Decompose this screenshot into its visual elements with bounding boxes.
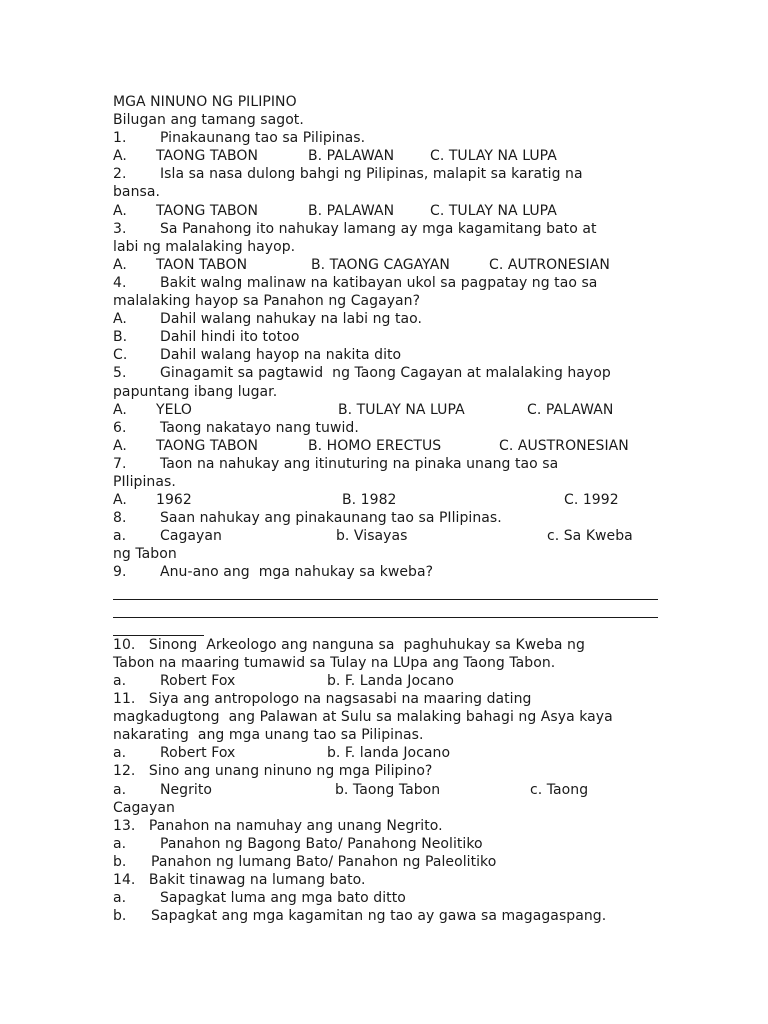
- question-13: 13. Panahon na namuhay ang unang Negrito.: [113, 817, 443, 834]
- question-3-cont: labi ng malalaking hayop.: [113, 238, 296, 255]
- question-12-choices: a. Negrito b. Taong Tabon c. Taong: [113, 781, 589, 798]
- question-11-cont: magkadugtong ang Palawan at Sulu sa malaking bahagi ng Asya kaya: [113, 709, 613, 726]
- question-10-cont: Tabon na maaring tumawid sa Tulay na LUpa ang Taong Tabon.: [113, 654, 556, 671]
- question-2-choices: A. TAONG TABON B. PALAWAN C. TULAY NA LUPA: [113, 202, 557, 219]
- question-2: 2. Isla sa nasa dulong bahgi ng Pilipinas, malapit sa karatig na: [113, 166, 583, 183]
- question-8-choices: a. Cagayan b. Visayas c. Sa Kweba: [113, 528, 633, 545]
- question-13-choice-b: b. Panahon ng lumang Bato/ Panahon ng Paleolitiko: [113, 853, 497, 870]
- question-1-choices: A. TAONG TABON B. PALAWAN C. TULAY NA LUPA: [113, 148, 557, 165]
- question-10-choices: a. Robert Fox b. F. Landa Jocano: [113, 673, 454, 689]
- question-10: 10. Sinong Arkeologo ang nanguna sa paghuhukay sa Kweba ng: [113, 636, 585, 653]
- question-6-choices: A. TAONG TABON B. HOMO ERECTUS C. AUSTRONESIAN: [113, 437, 629, 454]
- question-14: 14. Bakit tinawag na lumang bato.: [113, 872, 366, 889]
- answer-blank-2: [113, 600, 658, 618]
- question-4-choice-c: C. Dahil walang hayop na nakita dito: [113, 347, 402, 364]
- instruction: Bilugan ang tamang sagot.: [113, 112, 304, 129]
- worksheet-title: MGA NINUNO NG PILIPINO: [113, 94, 297, 110]
- question-11: 11. Siya ang antropologo na nagsasabi na maaring dating: [113, 691, 532, 708]
- question-11-choices: a. Robert Fox b. F. landa Jocano: [113, 745, 451, 762]
- question-14-choice-a: a. Sapagkat luma ang mga bato ditto: [113, 890, 406, 907]
- question-2-cont: bansa.: [113, 184, 160, 201]
- question-13-choice-a: a. Panahon ng Bagong Bato/ Panahong Neolitiko: [113, 835, 483, 852]
- question-12: 12. Sino ang unang ninuno ng mga Pilipino?: [113, 763, 433, 780]
- question-12-cont: Cagayan: [113, 799, 175, 816]
- question-8-cont: ng Tabon: [113, 546, 177, 563]
- question-7-choices: A. 1962 B. 1982 C. 1992: [113, 492, 619, 509]
- question-11-cont2: nakarating ang mga unang tao sa Pilipinas.: [113, 727, 424, 744]
- question-3-choices: A. TAON TABON B. TAONG CAGAYAN C. AUTRONESIAN: [113, 256, 610, 273]
- question-8: 8. Saan nahukay ang pinakaunang tao sa PIlipinas.: [113, 510, 502, 527]
- question-6: 6. Taong nakatayo nang tuwid.: [113, 419, 359, 436]
- question-1: 1. Pinakaunang tao sa Pilipinas.: [113, 130, 366, 147]
- question-5-cont: papuntang ibang lugar.: [113, 383, 278, 400]
- question-4-choice-b: B. Dahil hindi ito totoo: [113, 329, 300, 346]
- question-3: 3. Sa Panahong ito nahukay lamang ay mga kagamitang bato at: [113, 220, 597, 237]
- question-7-cont: PIlipinas.: [113, 473, 176, 490]
- question-4-cont: malalaking hayop sa Panahon ng Cagayan?: [113, 293, 421, 310]
- question-5: 5. Ginagamit sa pagtawid ng Taong Cagayan at malalaking hayop: [113, 365, 611, 382]
- answer-blank-1: [113, 582, 658, 600]
- question-5-choices: A. YELO B. TULAY NA LUPA C. PALAWAN: [113, 401, 614, 418]
- question-7: 7. Taon na nahukay ang itinuturing na pinaka unang tao sa: [113, 455, 559, 472]
- question-9: 9. Anu-ano ang mga nahukay sa kweba?: [113, 564, 434, 581]
- worksheet: [113, 93, 658, 925]
- question-14-choice-b: b. Sapagkat ang mga kagamitan ng tao ay gawa sa magagaspang.: [113, 908, 607, 925]
- question-4: 4. Bakit walng malinaw na katibayan ukol sa pagpatay ng tao sa: [113, 274, 598, 291]
- question-4-choice-a: A. Dahil walang nahukay na labi ng tao.: [113, 311, 422, 328]
